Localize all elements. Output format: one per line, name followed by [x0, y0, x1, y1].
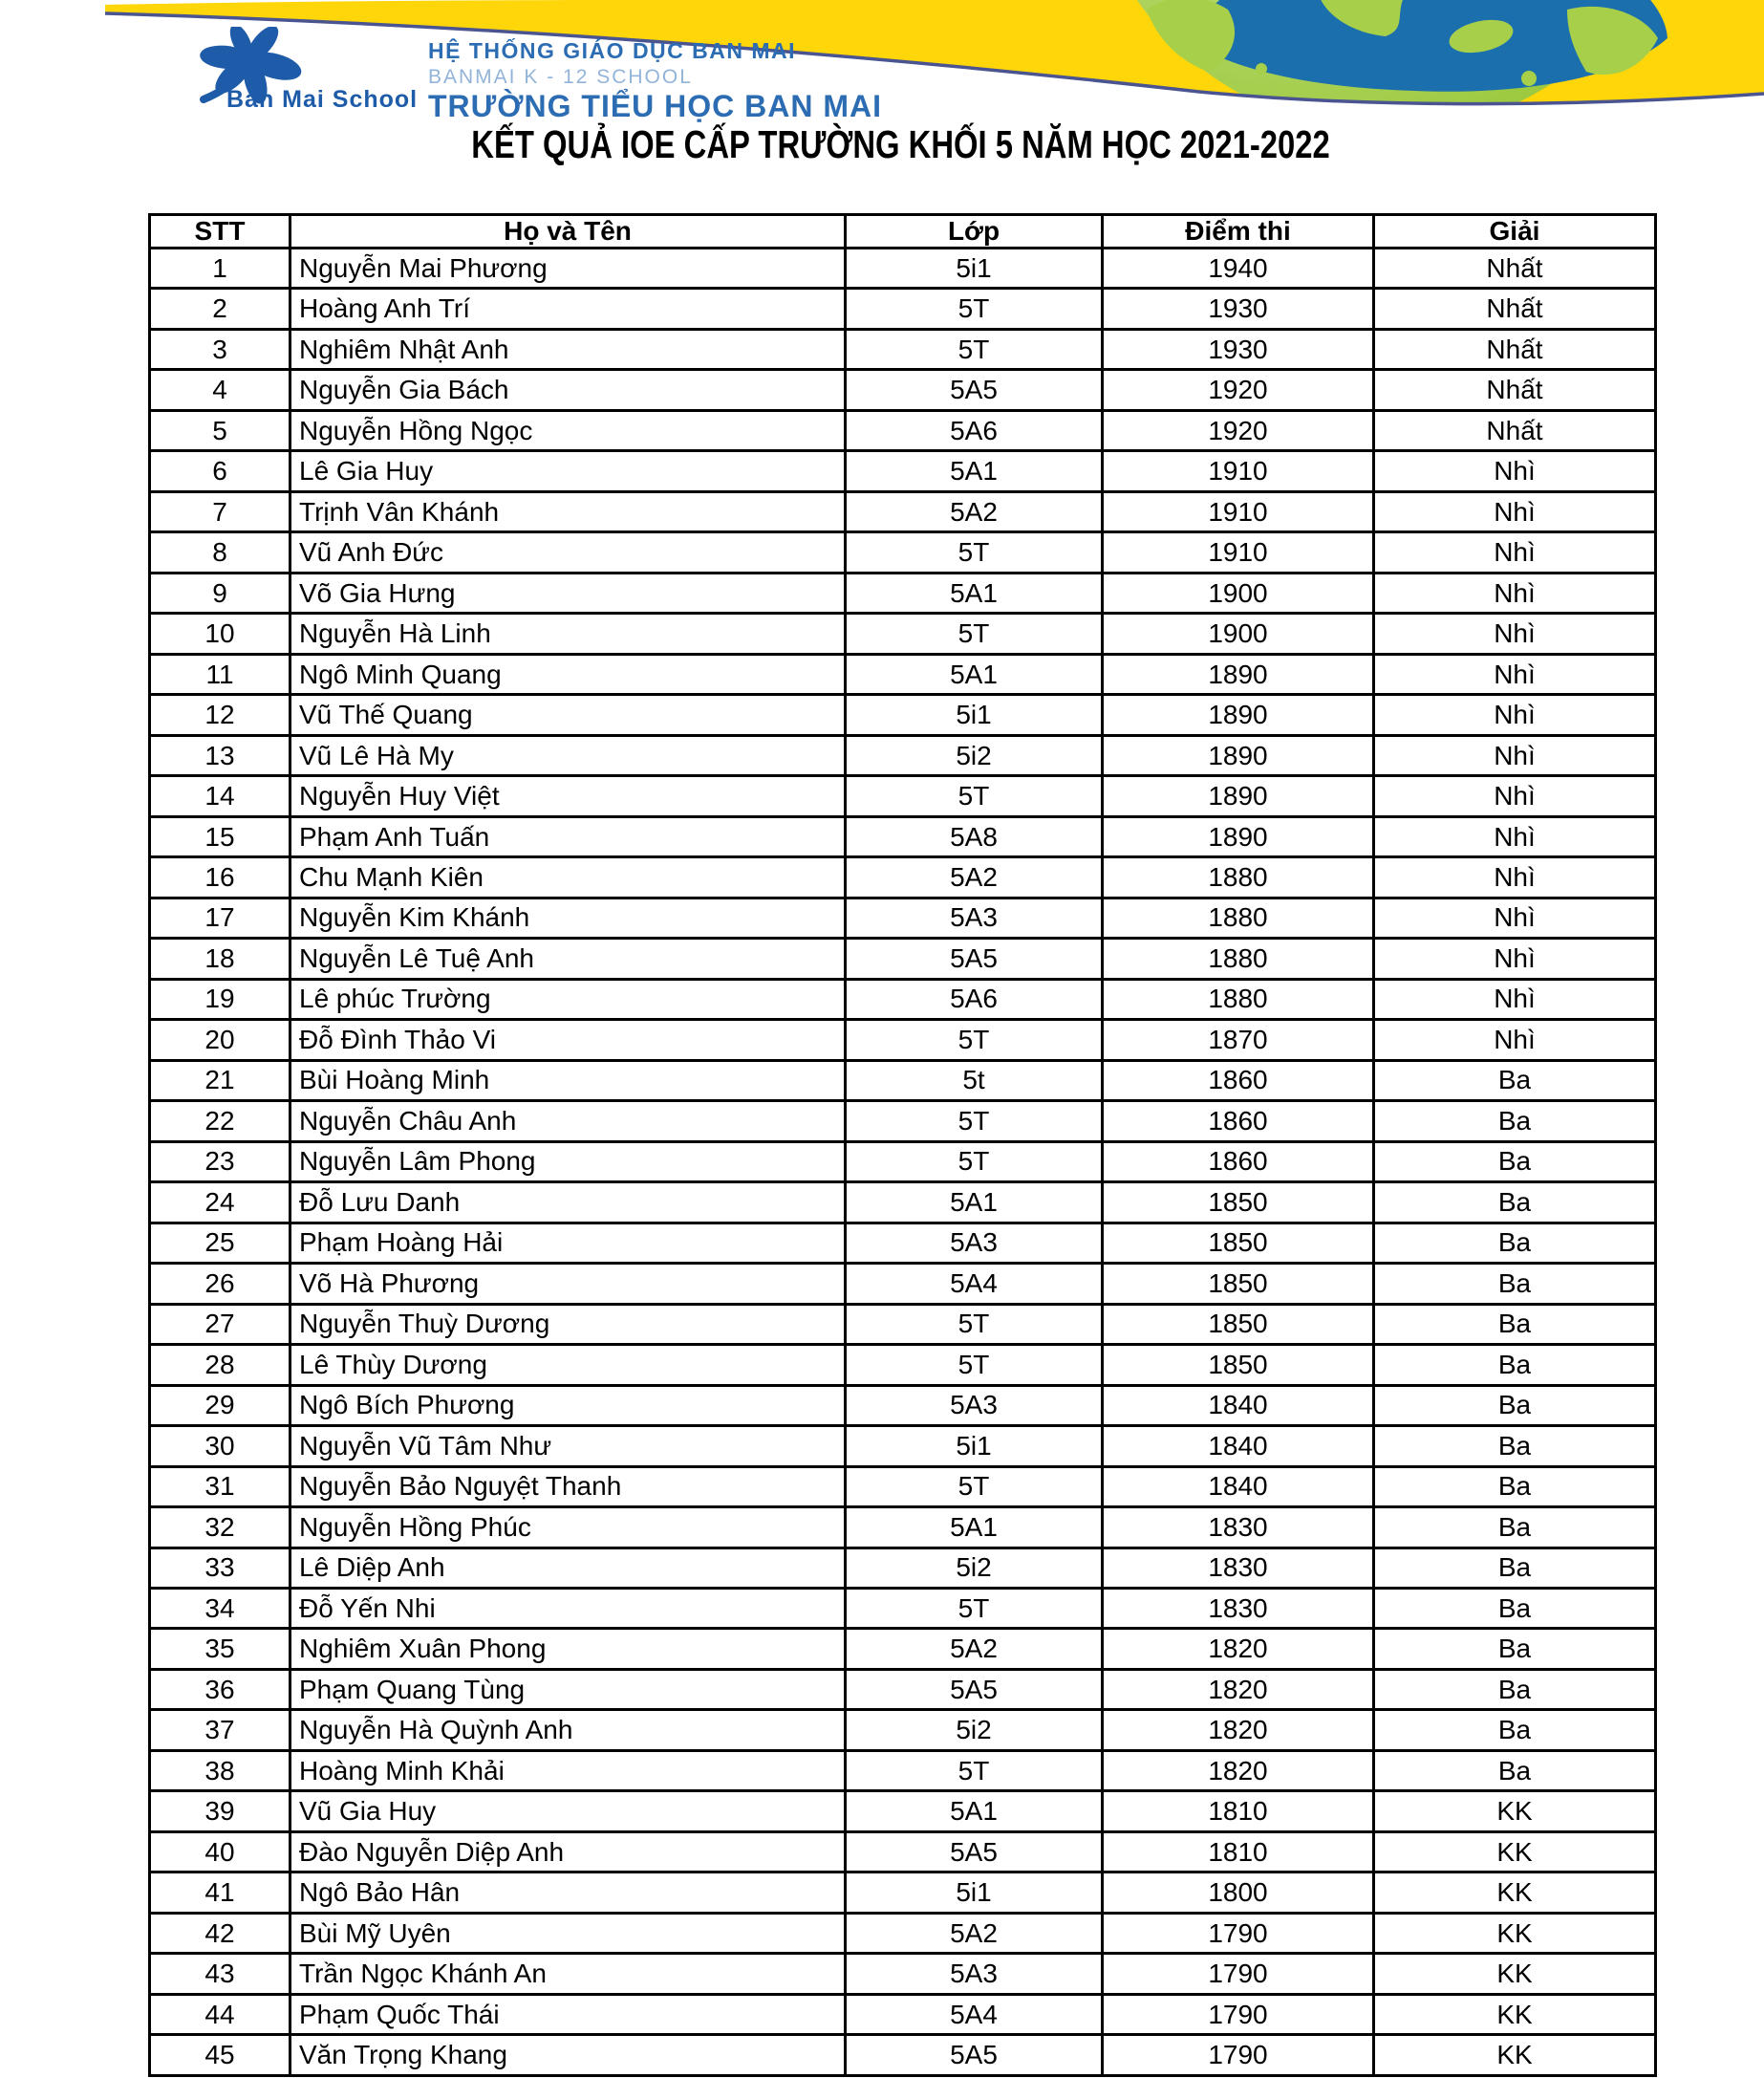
table-row: [150, 1913, 1656, 1953]
table-row: [150, 614, 1656, 654]
org-subtitle: BANMAI K - 12 SCHOOL: [428, 66, 693, 88]
cell-prize: Nhì: [1374, 491, 1656, 531]
cell-stt: 3: [150, 329, 290, 369]
table-row: [150, 1994, 1656, 2034]
cell-stt: 31: [150, 1466, 290, 1506]
cell-score: 1820: [1103, 1750, 1374, 1790]
cell-stt: 20: [150, 1020, 290, 1060]
table-row: [150, 979, 1656, 1019]
column-header-prize: Giải: [1374, 215, 1656, 249]
cell-name: Nguyễn Gia Bách: [290, 370, 846, 410]
results-table: [148, 213, 1657, 2077]
cell-class: 5i1: [846, 1426, 1103, 1466]
cell-name: Trịnh Vân Khánh: [290, 491, 846, 531]
cell-prize: Ba: [1374, 1264, 1656, 1304]
cell-stt: 41: [150, 1872, 290, 1913]
cell-prize: Ba: [1374, 1507, 1656, 1548]
table-row: [150, 939, 1656, 979]
table-row: [150, 1710, 1656, 1750]
cell-name: Phạm Quang Tùng: [290, 1669, 846, 1709]
cell-name: Đào Nguyễn Diệp Anh: [290, 1831, 846, 1872]
cell-stt: 33: [150, 1548, 290, 1588]
cell-class: 5A1: [846, 1791, 1103, 1831]
cell-class: 5A2: [846, 1629, 1103, 1669]
table-row: [150, 451, 1656, 491]
cell-score: 1830: [1103, 1548, 1374, 1588]
cell-stt: 36: [150, 1669, 290, 1709]
cell-score: 1790: [1103, 1913, 1374, 1953]
cell-stt: 32: [150, 1507, 290, 1548]
cell-score: 1890: [1103, 816, 1374, 856]
cell-score: 1850: [1103, 1223, 1374, 1263]
cell-prize: Ba: [1374, 1304, 1656, 1344]
cell-class: 5A3: [846, 898, 1103, 938]
cell-name: Nguyễn Hồng Ngọc: [290, 410, 846, 450]
page-title-wrap: [148, 122, 1654, 167]
cell-class: 5A5: [846, 1669, 1103, 1709]
cell-prize: Nhất: [1374, 329, 1656, 369]
cell-class: 5A5: [846, 939, 1103, 979]
cell-prize: Nhất: [1374, 370, 1656, 410]
cell-stt: 28: [150, 1345, 290, 1385]
cell-name: Nguyễn Lâm Phong: [290, 1141, 846, 1181]
cell-prize: Ba: [1374, 1466, 1656, 1506]
cell-name: Nghiêm Nhật Anh: [290, 329, 846, 369]
cell-stt: 2: [150, 289, 290, 329]
cell-name: Nguyễn Huy Việt: [290, 776, 846, 816]
cell-prize: Ba: [1374, 1385, 1656, 1425]
cell-score: 1880: [1103, 898, 1374, 938]
cell-score: 1880: [1103, 857, 1374, 898]
cell-prize: KK: [1374, 1954, 1656, 1994]
cell-class: 5A6: [846, 410, 1103, 450]
cell-prize: Nhất: [1374, 249, 1656, 289]
cell-name: Đỗ Yến Nhi: [290, 1588, 846, 1628]
cell-class: 5T: [846, 1141, 1103, 1181]
cell-stt: 7: [150, 491, 290, 531]
cell-class: 5T: [846, 1466, 1103, 1506]
cell-name: Nguyễn Thuỳ Dương: [290, 1304, 846, 1344]
cell-class: 5A5: [846, 2035, 1103, 2076]
column-header-stt: STT: [150, 215, 290, 249]
cell-score: 1920: [1103, 370, 1374, 410]
cell-score: 1870: [1103, 1020, 1374, 1060]
column-header-score: Điểm thi: [1103, 215, 1374, 249]
cell-prize: Nhì: [1374, 614, 1656, 654]
cell-stt: 21: [150, 1060, 290, 1100]
cell-class: 5T: [846, 1588, 1103, 1628]
cell-stt: 39: [150, 1791, 290, 1831]
cell-name: Phạm Hoàng Hải: [290, 1223, 846, 1263]
cell-stt: 27: [150, 1304, 290, 1344]
cell-stt: 23: [150, 1141, 290, 1181]
cell-stt: 5: [150, 410, 290, 450]
cell-score: 1860: [1103, 1060, 1374, 1100]
cell-score: 1890: [1103, 776, 1374, 816]
page-title: KẾT QUẢ IOE CẤP TRƯỜNG KHỐI 5 NĂM HỌC 2021-2022: [471, 122, 1331, 166]
cell-stt: 4: [150, 370, 290, 410]
cell-prize: Ba: [1374, 1426, 1656, 1466]
cell-score: 1900: [1103, 614, 1374, 654]
table-row: [150, 573, 1656, 613]
cell-class: 5i1: [846, 1872, 1103, 1913]
table-row: [150, 654, 1656, 694]
cell-stt: 8: [150, 532, 290, 573]
table-row: [150, 1182, 1656, 1223]
table-row: [150, 1588, 1656, 1628]
cell-name: Trần Ngọc Khánh An: [290, 1954, 846, 1994]
cell-name: Vũ Thế Quang: [290, 695, 846, 735]
cell-stt: 12: [150, 695, 290, 735]
cell-class: 5i1: [846, 249, 1103, 289]
cell-stt: 19: [150, 979, 290, 1019]
cell-class: 5A6: [846, 979, 1103, 1019]
cell-name: Phạm Quốc Thái: [290, 1994, 846, 2034]
table-row: [150, 1669, 1656, 1709]
cell-score: 1860: [1103, 1101, 1374, 1141]
cell-prize: Ba: [1374, 1669, 1656, 1709]
cell-name: Nguyễn Lê Tuệ Anh: [290, 939, 846, 979]
cell-score: 1850: [1103, 1182, 1374, 1223]
cell-name: Lê Thùy Dương: [290, 1345, 846, 1385]
cell-score: 1820: [1103, 1629, 1374, 1669]
table-row: [150, 1060, 1656, 1100]
cell-prize: KK: [1374, 1791, 1656, 1831]
cell-stt: 30: [150, 1426, 290, 1466]
cell-score: 1850: [1103, 1345, 1374, 1385]
cell-score: 1830: [1103, 1507, 1374, 1548]
cell-score: 1920: [1103, 410, 1374, 450]
cell-prize: Ba: [1374, 1750, 1656, 1790]
cell-score: 1820: [1103, 1710, 1374, 1750]
cell-class: 5T: [846, 1345, 1103, 1385]
cell-stt: 22: [150, 1101, 290, 1141]
cell-name: Lê Diệp Anh: [290, 1548, 846, 1588]
cell-name: Vũ Lê Hà My: [290, 735, 846, 775]
cell-stt: 6: [150, 451, 290, 491]
cell-name: Nguyễn Hồng Phúc: [290, 1507, 846, 1548]
cell-class: 5i2: [846, 1548, 1103, 1588]
cell-class: 5T: [846, 532, 1103, 573]
cell-score: 1890: [1103, 735, 1374, 775]
cell-name: Chu Mạnh Kiên: [290, 857, 846, 898]
cell-prize: Nhì: [1374, 532, 1656, 573]
cell-class: 5A2: [846, 1913, 1103, 1953]
table-row: [150, 1791, 1656, 1831]
table-row: [150, 370, 1656, 410]
cell-score: 1840: [1103, 1466, 1374, 1506]
cell-stt: 16: [150, 857, 290, 898]
table-row: [150, 1872, 1656, 1913]
table-row: [150, 1264, 1656, 1304]
cell-prize: Nhì: [1374, 857, 1656, 898]
cell-class: 5i2: [846, 735, 1103, 775]
cell-class: 5A1: [846, 1182, 1103, 1223]
cell-prize: Ba: [1374, 1060, 1656, 1100]
table-header-row: [150, 215, 1656, 249]
cell-prize: Nhì: [1374, 451, 1656, 491]
cell-score: 1860: [1103, 1141, 1374, 1181]
cell-name: Đỗ Lưu Danh: [290, 1182, 846, 1223]
cell-class: 5A4: [846, 1264, 1103, 1304]
cell-stt: 44: [150, 1994, 290, 2034]
cell-prize: Ba: [1374, 1101, 1656, 1141]
cell-class: 5A1: [846, 1507, 1103, 1548]
cell-score: 1820: [1103, 1669, 1374, 1709]
table-row: [150, 532, 1656, 573]
org-name: HỆ THỐNG GIÁO DỤC BAN MAI: [428, 38, 797, 63]
cell-score: 1900: [1103, 573, 1374, 613]
cell-score: 1830: [1103, 1588, 1374, 1628]
cell-name: Nghiêm Xuân Phong: [290, 1629, 846, 1669]
cell-prize: Nhì: [1374, 695, 1656, 735]
cell-class: 5A3: [846, 1385, 1103, 1425]
cell-stt: 37: [150, 1710, 290, 1750]
cell-class: 5T: [846, 1020, 1103, 1060]
cell-name: Bùi Mỹ Uyên: [290, 1913, 846, 1953]
cell-prize: Nhì: [1374, 735, 1656, 775]
column-header-name: Họ và Tên: [290, 215, 846, 249]
cell-stt: 24: [150, 1182, 290, 1223]
cell-stt: 9: [150, 573, 290, 613]
cell-name: Vũ Anh Đức: [290, 532, 846, 573]
cell-stt: 18: [150, 939, 290, 979]
cell-prize: KK: [1374, 2035, 1656, 2076]
cell-score: 1880: [1103, 939, 1374, 979]
cell-prize: Nhì: [1374, 816, 1656, 856]
cell-score: 1880: [1103, 979, 1374, 1019]
cell-name: Ngô Bích Phương: [290, 1385, 846, 1425]
table-row: [150, 1831, 1656, 1872]
cell-score: 1790: [1103, 1994, 1374, 2034]
cell-stt: 35: [150, 1629, 290, 1669]
cell-class: 5T: [846, 1101, 1103, 1141]
cell-name: Nguyễn Kim Khánh: [290, 898, 846, 938]
cell-class: 5A5: [846, 1831, 1103, 1872]
table-row: [150, 1223, 1656, 1263]
cell-name: Nguyễn Châu Anh: [290, 1101, 846, 1141]
cell-score: 1850: [1103, 1264, 1374, 1304]
cell-name: Nguyễn Hà Quỳnh Anh: [290, 1710, 846, 1750]
table-row: [150, 776, 1656, 816]
cell-stt: 29: [150, 1385, 290, 1425]
cell-stt: 25: [150, 1223, 290, 1263]
cell-prize: Ba: [1374, 1588, 1656, 1628]
table-row: [150, 1629, 1656, 1669]
cell-stt: 13: [150, 735, 290, 775]
logo-wordmark: Ban Mai School: [226, 86, 419, 113]
cell-stt: 42: [150, 1913, 290, 1953]
table-row: [150, 1345, 1656, 1385]
cell-score: 1930: [1103, 289, 1374, 329]
cell-stt: 10: [150, 614, 290, 654]
cell-prize: KK: [1374, 1994, 1656, 2034]
cell-prize: Ba: [1374, 1182, 1656, 1223]
cell-name: Đỗ Đình Thảo Vi: [290, 1020, 846, 1060]
cell-prize: Nhất: [1374, 410, 1656, 450]
cell-name: Nguyễn Mai Phương: [290, 249, 846, 289]
column-header-class: Lớp: [846, 215, 1103, 249]
cell-name: Ngô Bảo Hân: [290, 1872, 846, 1913]
cell-class: 5i1: [846, 695, 1103, 735]
cell-prize: KK: [1374, 1872, 1656, 1913]
cell-name: Võ Hà Phương: [290, 1264, 846, 1304]
cell-prize: Ba: [1374, 1710, 1656, 1750]
cell-score: 1850: [1103, 1304, 1374, 1344]
cell-prize: Nhì: [1374, 1020, 1656, 1060]
table-row: [150, 857, 1656, 898]
table-row: [150, 1548, 1656, 1588]
cell-name: Vũ Gia Huy: [290, 1791, 846, 1831]
cell-class: 5T: [846, 1304, 1103, 1344]
cell-class: 5i2: [846, 1710, 1103, 1750]
cell-prize: Ba: [1374, 1548, 1656, 1588]
cell-score: 1910: [1103, 532, 1374, 573]
cell-name: Hoàng Anh Trí: [290, 289, 846, 329]
cell-stt: 38: [150, 1750, 290, 1790]
table-row: [150, 249, 1656, 289]
cell-name: Nguyễn Bảo Nguyệt Thanh: [290, 1466, 846, 1506]
cell-prize: Ba: [1374, 1223, 1656, 1263]
cell-prize: Nhất: [1374, 289, 1656, 329]
cell-class: 5t: [846, 1060, 1103, 1100]
table-row: [150, 2035, 1656, 2076]
cell-stt: 40: [150, 1831, 290, 1872]
table-row: [150, 1304, 1656, 1344]
table-row: [150, 1954, 1656, 1994]
cell-score: 1890: [1103, 695, 1374, 735]
table-row: [150, 1750, 1656, 1790]
cell-prize: Nhì: [1374, 654, 1656, 694]
cell-class: 5A2: [846, 491, 1103, 531]
cell-prize: Ba: [1374, 1141, 1656, 1181]
table-row: [150, 1020, 1656, 1060]
cell-stt: 1: [150, 249, 290, 289]
table-row: [150, 1385, 1656, 1425]
cell-name: Võ Gia Hưng: [290, 573, 846, 613]
cell-score: 1800: [1103, 1872, 1374, 1913]
table-row: [150, 735, 1656, 775]
table-row: [150, 1101, 1656, 1141]
cell-class: 5A8: [846, 816, 1103, 856]
cell-prize: Nhì: [1374, 898, 1656, 938]
cell-name: Ngô Minh Quang: [290, 654, 846, 694]
cell-stt: 11: [150, 654, 290, 694]
cell-score: 1790: [1103, 2035, 1374, 2076]
cell-name: Bùi Hoàng Minh: [290, 1060, 846, 1100]
cell-score: 1790: [1103, 1954, 1374, 1994]
cell-score: 1910: [1103, 451, 1374, 491]
cell-prize: Ba: [1374, 1629, 1656, 1669]
table-row: [150, 695, 1656, 735]
cell-stt: 26: [150, 1264, 290, 1304]
table-row: [150, 329, 1656, 369]
school-name: TRƯỜNG TIỂU HỌC BAN MAI: [428, 89, 883, 123]
cell-prize: Ba: [1374, 1345, 1656, 1385]
cell-class: 5A5: [846, 370, 1103, 410]
table-row: [150, 898, 1656, 938]
cell-stt: 17: [150, 898, 290, 938]
cell-score: 1840: [1103, 1385, 1374, 1425]
cell-stt: 43: [150, 1954, 290, 1994]
table-row: [150, 1426, 1656, 1466]
cell-class: 5T: [846, 289, 1103, 329]
cell-prize: Nhì: [1374, 979, 1656, 1019]
cell-score: 1840: [1103, 1426, 1374, 1466]
table-row: [150, 491, 1656, 531]
cell-score: 1910: [1103, 491, 1374, 531]
cell-prize: Nhì: [1374, 939, 1656, 979]
cell-name: Văn Trọng Khang: [290, 2035, 846, 2076]
cell-stt: 14: [150, 776, 290, 816]
cell-prize: Nhì: [1374, 776, 1656, 816]
cell-name: Hoàng Minh Khải: [290, 1750, 846, 1790]
cell-prize: Nhì: [1374, 573, 1656, 613]
cell-name: Nguyễn Hà Linh: [290, 614, 846, 654]
table-row: [150, 1466, 1656, 1506]
cell-stt: 15: [150, 816, 290, 856]
cell-score: 1810: [1103, 1831, 1374, 1872]
cell-class: 5T: [846, 329, 1103, 369]
cell-class: 5A1: [846, 573, 1103, 613]
cell-class: 5A1: [846, 654, 1103, 694]
table-row: [150, 289, 1656, 329]
cell-stt: 34: [150, 1588, 290, 1628]
table-row: [150, 816, 1656, 856]
cell-name: Nguyễn Vũ Tâm Như: [290, 1426, 846, 1466]
cell-score: 1930: [1103, 329, 1374, 369]
table-row: [150, 1141, 1656, 1181]
table-row: [150, 1507, 1656, 1548]
cell-prize: KK: [1374, 1831, 1656, 1872]
school-header-block: [428, 40, 882, 121]
cell-class: 5A1: [846, 451, 1103, 491]
table-row: [150, 410, 1656, 450]
cell-score: 1940: [1103, 249, 1374, 289]
cell-class: 5T: [846, 1750, 1103, 1790]
cell-score: 1810: [1103, 1791, 1374, 1831]
cell-name: Lê phúc Trường: [290, 979, 846, 1019]
cell-name: Phạm Anh Tuấn: [290, 816, 846, 856]
cell-name: Lê Gia Huy: [290, 451, 846, 491]
cell-class: 5T: [846, 776, 1103, 816]
cell-stt: 45: [150, 2035, 290, 2076]
cell-score: 1890: [1103, 654, 1374, 694]
cell-class: 5A3: [846, 1223, 1103, 1263]
cell-class: 5T: [846, 614, 1103, 654]
cell-class: 5A2: [846, 857, 1103, 898]
cell-class: 5A4: [846, 1994, 1103, 2034]
cell-prize: KK: [1374, 1913, 1656, 1953]
cell-class: 5A3: [846, 1954, 1103, 1994]
